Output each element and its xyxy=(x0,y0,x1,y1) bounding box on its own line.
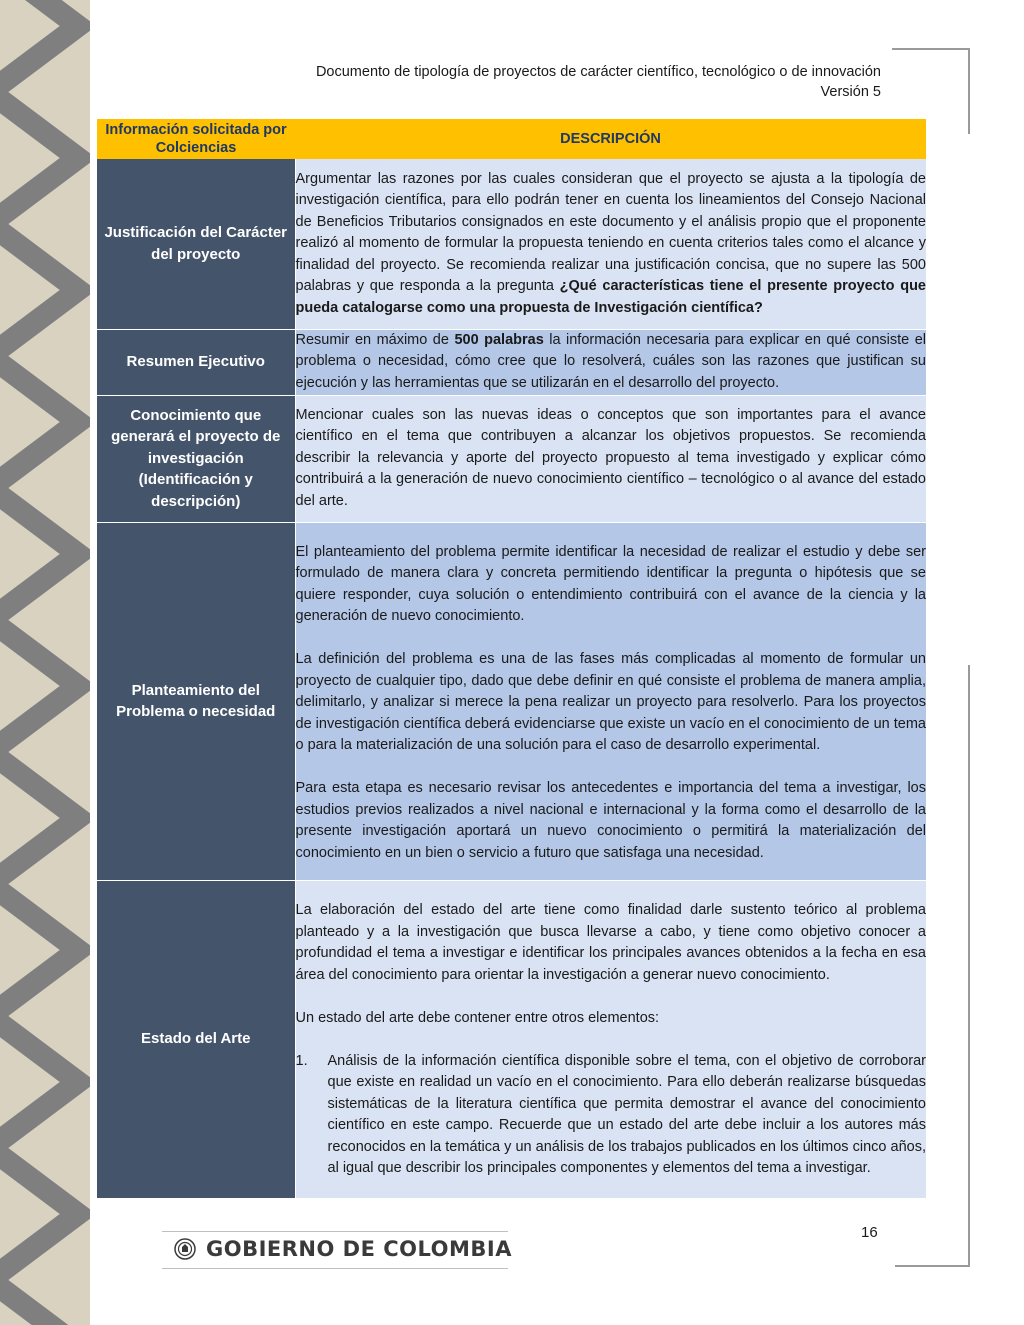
project-requirements-table xyxy=(97,119,926,1199)
list-item-text: Análisis de la información científica disponible sobre el tema, con el objetivo de corroborar que existe en realidad un vacío en el conocimiento. Para ello deberán realizarse búsquedas sistemáticas de la literatura científica que permita demostrar el avance del conocimiento científico en este campo. Recuerde que un estado del arte debe incluir a los autores más reconocidos en la temática y un análisis de los trabajos publicados en los últimos cinco años, al igual que describir los principales componentes y elementos del tema a investigar. xyxy=(327,1052,926,1177)
row-label-conocimiento: Conocimiento que generará el proyecto de investigación (Identificación y descripción) xyxy=(97,395,295,522)
footer-divider-top xyxy=(162,1231,508,1232)
footer-logo xyxy=(174,1237,512,1261)
row-desc-estado xyxy=(295,880,926,1198)
estado-paragraph-1: La elaboración del estado del arte tiene como finalidad darle sustento teórico al problema planteado y a la investigación que busca llevarse a cabo, y tiene como objetivo conocer a profundidad el tema a investigar e identificar los principales avances obtenidos a la fecha en esa área del conocimiento para orientar la investigación a generar nuevo conocimiento. xyxy=(295,902,926,983)
column-header-description: DESCRIPCIÓN xyxy=(295,119,926,159)
table-row xyxy=(97,329,926,395)
table-header-row xyxy=(97,119,926,159)
coat-of-arms-icon xyxy=(174,1238,196,1260)
row-desc-conocimiento xyxy=(295,395,926,522)
document-version: Versión 5 xyxy=(820,84,881,100)
resumen-text-b: la información necesaria para explicar en qué consiste el problema o necesidad, cómo cree que lo resolverá, cuáles son las razones que justifican su ejecución y las herramientas que se utilizarán en el desarrollo del proyecto. xyxy=(295,331,927,391)
column-header-requested-info: Información solicitada por Colciencias xyxy=(97,119,295,159)
decorative-chevron-strip xyxy=(0,0,90,1325)
row-desc-planteamiento xyxy=(295,522,926,880)
planteamiento-paragraph-1: El planteamiento del problema permite identificar la necesidad de realizar el estudio y debe ser formulado de manera clara y concreta permitiendo identificar la pregunta o hipótesis que se quiere responder, cuya solución o entendimiento contribuirá con el avance de la ciencia y la generación de nuevo conocimiento. xyxy=(295,543,926,625)
justificacion-question: ¿Qué características tiene el presente proyecto que pueda catalogarse como una propuesta de Investigación científica? xyxy=(295,278,926,316)
resumen-bold: 500 palabras xyxy=(454,331,544,348)
row-label-estado: Estado del Arte xyxy=(97,880,295,1198)
row-label-resumen: Resumen Ejecutivo xyxy=(97,329,295,395)
row-label-justificacion: Justificación del Carácter del proyecto xyxy=(97,159,295,329)
planteamiento-paragraph-3: Para esta etapa es necesario revisar los antecedentes e importancia del tema a investigar, los estudios previos realizados a nivel nacional e internacional y la forma como el desarrollo de la presente investigación aportará un nuevo conocimiento o permitirá la materialización del conocimiento en un bien o servicio a futuro que satisfaga una necesidad. xyxy=(295,780,926,861)
document-header xyxy=(316,62,881,102)
row-desc-resumen xyxy=(295,329,926,395)
table-row xyxy=(97,522,926,880)
estado-paragraph-2: Un estado del arte debe contener entre otros elementos: xyxy=(295,1009,660,1026)
table-row xyxy=(97,880,926,1198)
list-item-number: 1. xyxy=(295,1052,308,1069)
document-title: Documento de tipología de proyectos de carácter científico, tecnológico o de innovación xyxy=(315,64,881,80)
table-row xyxy=(97,395,926,522)
resumen-text-a: Resumir en máximo de xyxy=(295,331,455,348)
row-label-planteamiento: Planteamiento del Problema o necesidad xyxy=(97,522,295,880)
footer-logo-text: GOBIERNO DE COLOMBIA xyxy=(206,1237,512,1261)
conocimiento-text: Mencionar cuales son las nuevas ideas o conceptos que son importantes para el avance científico en el tema que contribuyen a alcanzar los objetivos propuestos. Se recomienda describir la relevancia y aporte del proyecto propuesto al tema investigado y explicar cómo contribuirá a la generación de nuevo conocimiento científico – tecnológico o al avance del estado del arte. xyxy=(295,406,926,509)
row-desc-justificacion xyxy=(295,159,926,329)
table-row xyxy=(97,159,926,329)
footer-divider-bottom xyxy=(162,1268,508,1269)
list-item xyxy=(296,1051,927,1180)
planteamiento-paragraph-2: La definición del problema es una de las fases más complicadas al momento de formular un proyecto de cualquier tipo, dado que debe definir en qué consiste el problema de manera amplia, delimitarlo, y analizar si merece la pena realizar un proyecto para resolverlo. Para los proyectos de investigación científica deberá evidenciarse que existe un vacío en el conocimiento de un tema o para la materialización de una solución para el caso de desarrollo experimental. xyxy=(295,651,926,754)
page-number: 16 xyxy=(861,1224,878,1241)
justificacion-text: Argumentar las razones por las cuales consideran que el proyecto se ajusta a la tipología de investigación científica, para ello podrán tener en cuenta los lineamientos del Consejo Nacional de Beneficios Tributarios consignados en este documento y el análisis propio que el proponente realizó al momento de formular la propuesta teniendo en cuenta criterios tales como el alcance y finalidad del proyecto. Se recomienda realizar una justificación concisa, que no supere las 500 palabras y que responda a la pregunta xyxy=(295,170,926,294)
